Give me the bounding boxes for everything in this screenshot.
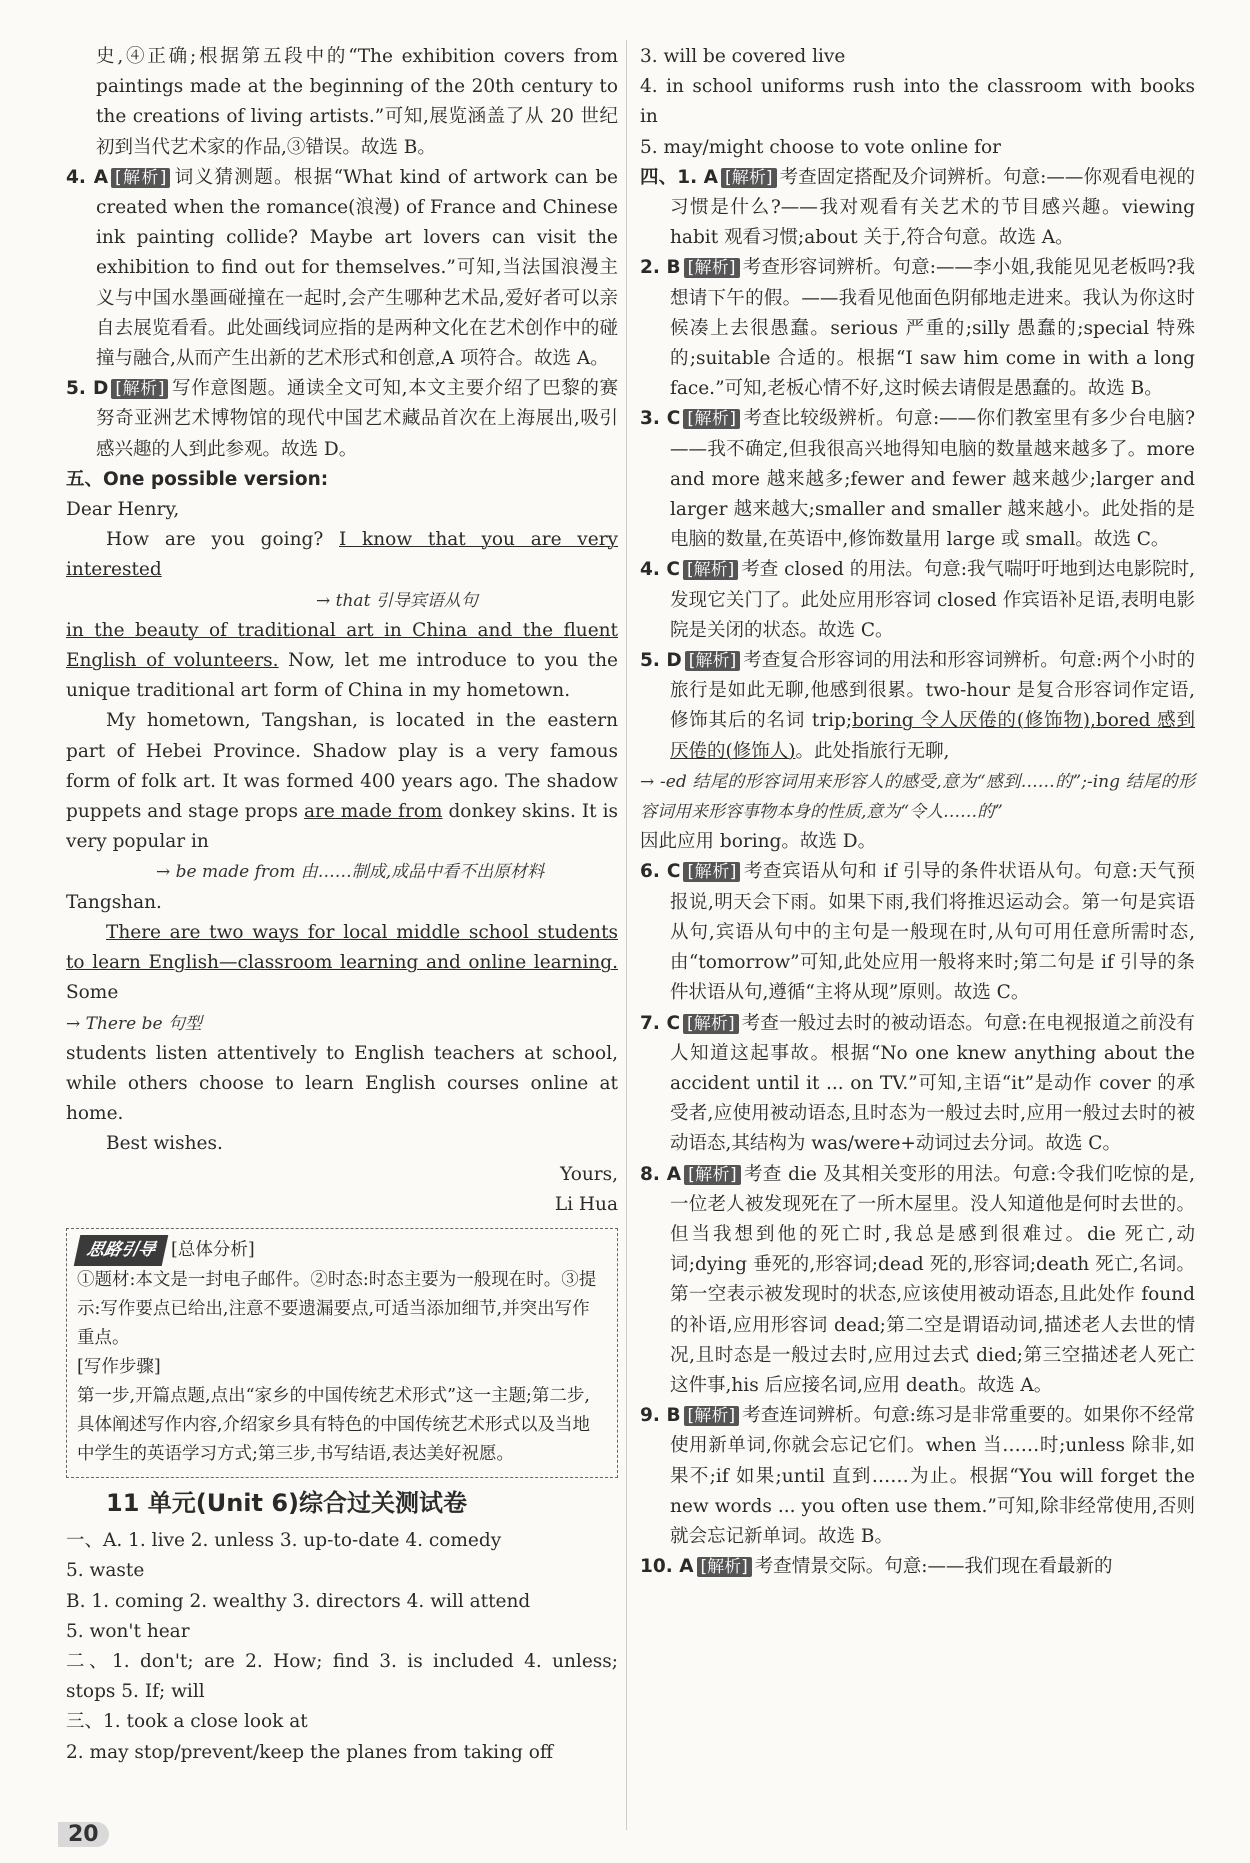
left-column (66, 42, 618, 1768)
q-text: 考查形容词辨析。句意:——李小姐,我能见见老板吗?我想请下午的假。——我看见他面色阴郁地走进来。我认为你这时候凑上去很愚蠢。serious 严重的;silly 愚蠢的;special 特殊的;suitable 合适的。根据“I saw him come in with a long face.”可知,老板心情不好,这时候去请假是愚蠢的。故选 B。 (670, 257, 1195, 400)
answer-line: 4. in school uniforms rush into the classroom with books in (640, 76, 1195, 128)
column-divider (626, 40, 627, 1830)
letter-sign-1: Yours, (560, 1163, 618, 1185)
letter-paragraph-3 (66, 918, 618, 1009)
q-text: 考查 closed 的用法。句意:我气喘吁吁地到达电影院时,发现它关门了。此处应用形容词 closed 作宾语补足语,表明电影院是关闭的状态。故选 C。 (670, 559, 1196, 641)
q-number: 6. C (640, 861, 681, 883)
answer-4-10 (640, 1552, 1195, 1582)
q5-text: 写作意图题。通读全文可知,本文主要介绍了巴黎的赛努奇亚洲艺术博物馆的现代中国艺术藏品首次在上海展出,吸引感兴趣的人到此参观。故选 D。 (96, 378, 618, 460)
grammar-note: → be made from 由……制成,成品中看不出原材料 (156, 862, 545, 883)
answer-4-4 (640, 555, 1195, 646)
analysis-label: [解析] (684, 258, 740, 278)
analysis-label: [解析] (111, 168, 170, 188)
q-text: 考查 die 及其相关变形的用法。句意:令我们吃惊的是,一位老人被发现死在了一所木屋里。没人知道他是何时去世的。但当我想到他的死亡时,我总是感到很难过。die 死亡,动词;dying 垂死的,形容词;dead 死的,形容词;death 死亡,名词。第一空表示被发现时的状态,应该使用被动语态,且此处作 found 的补语,应用形容词 dead;第二空是谓语动词,描述老人去世的情况,且时态是一般过去时,应用过去式 died;第三空描述老人死亡这件事,his 后应接名词,应用 death。故选 A。 (670, 1163, 1195, 1396)
analysis-label: [解析] (683, 409, 740, 429)
q-text: 考查连词辨析。句意:练习是非常重要的。如果你不经常使用新单词,你就会忘记它们。when 当……时;unless 除非,如果不;if 如果;until 直到……为止。根据“You will forget the new words ... you often use them.”可知,除非经常使用,否则就会忘记新单词。故选 B。 (670, 1405, 1195, 1547)
underlined-phrase: I know that you are very interested (66, 529, 618, 581)
letter-paragraph-2 (66, 706, 618, 857)
letter-paragraph-3-cont: students listen attentively to English teachers at school, while others choose to learn English courses online at home. (66, 1042, 618, 1125)
underlined-phrase: There are two ways for local middle school students to learn English—classroom learning and online learning. (66, 921, 618, 974)
q-number: 四、1. A (640, 166, 718, 188)
q-text: 考查固定搭配及介词辨析。句意:——你观看电视的习惯是什么?——我对观看有关艺术的节目感兴趣。viewing habit 观看习惯;about 关于,符合句意。故选 A。 (670, 166, 1195, 249)
answer-line: 二、1. don't; are 2. How; find 3. is included 4. unless; stops 5. If; will (66, 1650, 618, 1703)
q-text: 考查宾语从句和 if 引导的条件状语从句。句意:天气预报说,明天会下雨。如果下雨,我们将推迟运动会。第一句是宾语从句,宾语从句中的主句是一般现在时,从句可用任意所需时态,由“tomorrow”可知,此处应用一般将来时;第二句是 if 引导的条件状语从句,遵循“主将从现”原则。故选 C。 (670, 861, 1196, 1004)
letter-closing: Best wishes. (106, 1133, 223, 1155)
analysis-label: [解析] (684, 1406, 740, 1426)
answer-line: 三、1. took a close look at (66, 1711, 308, 1733)
answer-4-6 (640, 857, 1195, 1008)
analysis-label: [解析] (683, 560, 738, 580)
answer-4-5 (640, 646, 1195, 767)
q4-text: 词义猜测题。根据“What kind of artwork can be created when the romance(浪漫) of France and Chinese ink painting collide? Maybe art lovers can visit the exhibition to find out for themselves.”可知,当法国浪漫主义与中国水墨画碰撞在一起时,会产生哪种艺术品,爱好者可以亲自去展览看看。此处画线词应指的是两种文化在艺术创作中的碰撞与融合,从而产生出新的艺术形式和创意,A 项符合。故选 A。 (96, 166, 619, 370)
underlined-phrase: are made from (303, 801, 443, 823)
q-number: 4. C (640, 559, 680, 581)
guide-text-2: 第一步,开篇点题,点出“家乡的中国传统艺术形式”这一主题;第二步,具体阐述写作内容,介绍家乡具有特色的中国传统艺术形式以及当地中学生的英语学习方式;第三步,书写结语,表达美好祝愿。 (77, 1385, 591, 1464)
guide-tag: 思路引导 (74, 1235, 169, 1266)
answer-line: B. 1. coming 2. wealthy 3. directors 4. will attend (66, 1590, 531, 1612)
writing-guide-box (66, 1228, 618, 1478)
grammar-note: → -ed 结尾的形容词用来形容人的感受,意为“感到……的”;-ing 结尾的形容词用来形容事物本身的性质,意为“令人……的” (640, 771, 1195, 823)
guide-text-1: ①题材:本文是一封电子邮件。②时态:时态主要为一般现在时。③提示:写作要点已给出,注意不要遗漏要点,可适当添加细节,并突出写作重点。 (77, 1269, 597, 1348)
answer-line: 3. will be covered live (640, 46, 846, 67)
answer-4-9 (640, 1401, 1195, 1552)
answer-4-8 (640, 1160, 1195, 1402)
letter-text: Now, let me introduce to you the unique traditional art form of China in my hometown. (66, 650, 618, 702)
q-number: 5. D (640, 650, 682, 672)
right-column (640, 42, 1195, 1582)
letter-text: My hometown, Tangshan, is located in the eastern part of Hebei Province. Shadow play is a very famous form of folk art. It was formed 400 years ago. The shadow puppets and stage props (66, 710, 618, 823)
q5-number: 5. D (66, 378, 109, 400)
q-number: 8. A (640, 1163, 682, 1185)
letter-greeting: Dear Henry, (66, 499, 180, 521)
analysis-label: [解析] (683, 1014, 739, 1034)
grammar-note: → There be 句型 (66, 1013, 202, 1034)
letter-text: Tangshan. (66, 891, 162, 913)
q-text: 考查复合形容词的用法和形容词辨析。句意:两个小时的旅行是如此无聊,他感到很累。two-hour 是复合形容词作定语,修饰其后的名词 trip; (670, 650, 1195, 732)
answer-line: 5. may/might choose to vote online for (640, 136, 1001, 158)
q-number: 9. B (640, 1405, 681, 1427)
section-5-heading: 五、One possible version: (66, 468, 329, 490)
analysis-label: [解析] (721, 168, 777, 188)
answer-4-2 (640, 253, 1195, 404)
answer-line: 5. won't hear (66, 1620, 190, 1642)
unit-test-title: 11 单元(Unit 6)综合过关测试卷 (106, 1488, 468, 1517)
analysis-label: [解析] (683, 862, 740, 882)
answer-4-3 (640, 404, 1195, 555)
q-number: 3. C (640, 408, 681, 430)
answer-line: 一、A. 1. live 2. unless 3. up-to-date 4. comedy (66, 1530, 502, 1552)
q-text: 。此处指旅行无聊, (795, 740, 950, 762)
letter-text: donkey skins. It is very popular in (66, 801, 618, 853)
q-text: 因此应用 boring。故选 D。 (640, 831, 877, 853)
grammar-note: → that 引导宾语从句 (316, 590, 478, 611)
letter-sign-2: Li Hua (554, 1193, 618, 1215)
analysis-label: [解析] (684, 1165, 741, 1185)
answer-q4 (66, 163, 618, 374)
letter-paragraph-1-cont (66, 616, 618, 707)
letter-paragraph-1 (66, 525, 618, 585)
letter-text: How are you going? (106, 529, 339, 551)
guide-heading: [总体分析] (171, 1239, 255, 1260)
q3-continuation: 史,④正确;根据第五段中的“The exhibition covers from paintings made at the beginning of the 20th century to the creations of living artists.”可知,展览涵盖了从 20 世纪初到当代艺术家的作品,③错误。故选 B。 (96, 46, 618, 158)
letter-text: Some (66, 982, 119, 1004)
analysis-label: [解析] (685, 651, 740, 671)
q-text: 考查比较级辨析。句意:——你们教室里有多少台电脑?——我不确定,但我很高兴地得知电脑的数量越来越多了。more and more 越来越多;fewer and fewer 越来越少;larger and larger 越来越大;smaller and smaller 越来越小。此处指的是电脑的数量,在英语中,修饰数量用 large 或 small。故选 C。 (670, 408, 1196, 551)
q4-number: 4. A (66, 166, 109, 188)
analysis-label: [解析] (697, 1557, 752, 1577)
answer-q5 (66, 374, 618, 465)
answer-line: 5. waste (66, 1560, 145, 1582)
page-number: 20 (58, 1822, 109, 1847)
q-number: 2. B (640, 257, 681, 279)
q-number: 10. A (640, 1556, 694, 1578)
q-text: 考查情景交际。句意:——我们现在看最新的 (754, 1556, 1113, 1578)
q-number: 7. C (640, 1012, 681, 1034)
answer-line: 2. may stop/prevent/keep the planes from taking off (66, 1741, 553, 1763)
underlined-phrase: in the beauty of traditional art in China and the fluent English of volunteers. (66, 619, 618, 672)
analysis-label: [解析] (111, 379, 168, 399)
answer-4-7 (640, 1009, 1195, 1160)
q-text: 考查一般过去时的被动语态。句意:在电视报道之前没有人知道这起事故。根据“No one knew anything about the accident until it ... on TV.”可知,主语“it”是动作 cover 的承受者,应使用被动语态,且时态为一般过去时,应用一般过去时的被动语态,其结构为 was/were+动词过去分词。故选 C。 (670, 1012, 1195, 1155)
underlined-phrase: boring 令人厌倦的(修饰物),bored 感到厌倦的(修饰人) (670, 710, 1195, 762)
answer-4-1 (640, 163, 1195, 254)
guide-heading: [写作步骤] (77, 1356, 161, 1377)
